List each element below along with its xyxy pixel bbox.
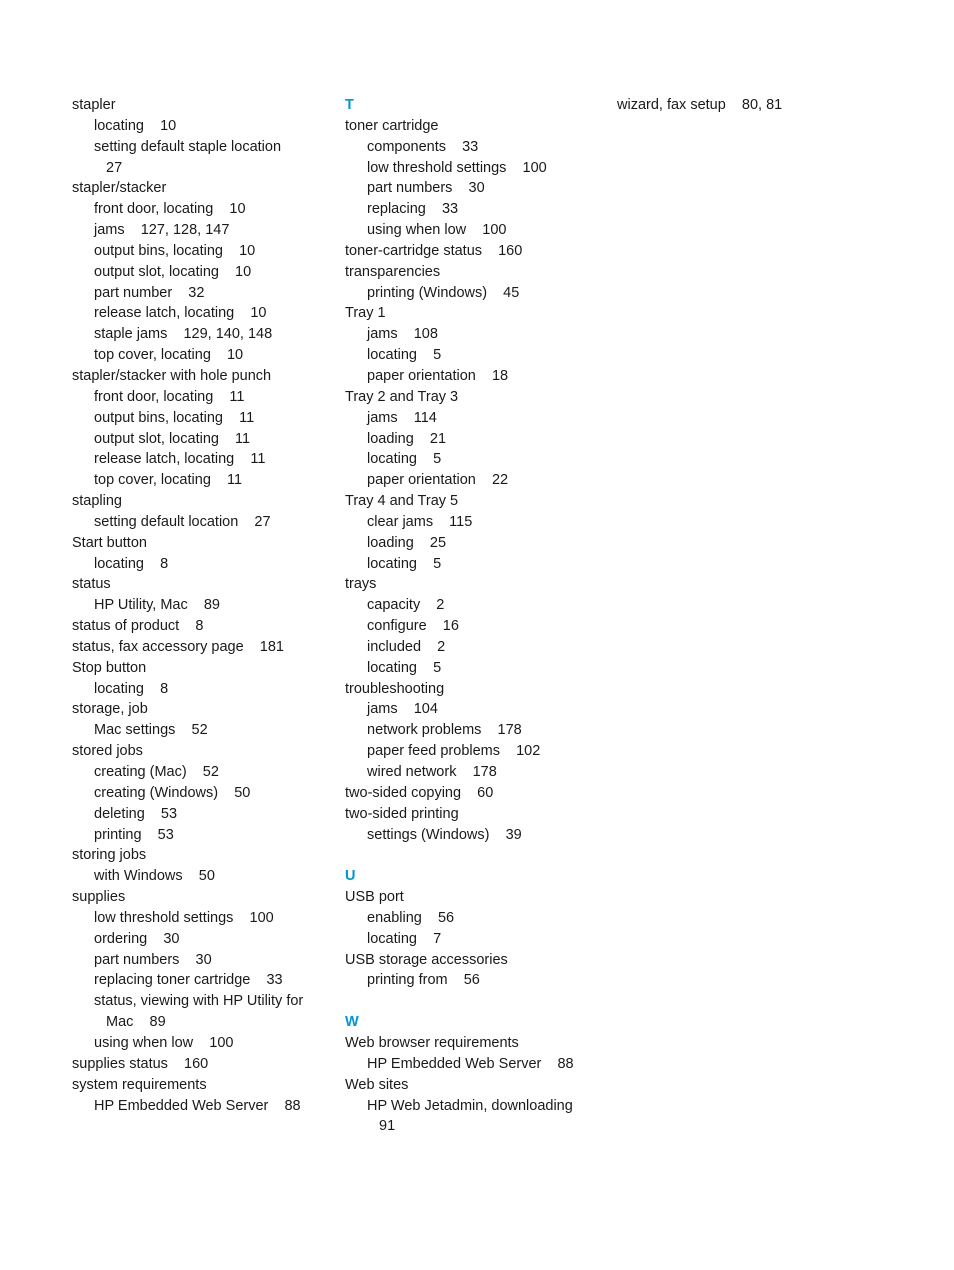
index-entry: stapler/stacker with hole punch: [72, 367, 272, 384]
index-entry: supplies status 160: [72, 1055, 209, 1072]
index-subentry: jams 104: [367, 701, 438, 718]
index-entry: Stop button: [72, 659, 147, 676]
index-subentry: top cover, locating 10: [94, 347, 244, 364]
index-subentry: release latch, locating 10: [94, 305, 267, 322]
index-entry: Web browser requirements: [345, 1034, 519, 1051]
index-subentry: setting default location 27: [94, 513, 271, 530]
index-entry: two-sided printing: [345, 805, 459, 822]
index-subentry: setting default staple location: [94, 138, 282, 155]
index-subentry: creating (Mac) 52: [94, 764, 219, 780]
index-subentry: locating 5: [367, 659, 442, 676]
index-entry: stapler: [72, 97, 116, 113]
index-entry: Tray 4 and Tray 5: [345, 493, 459, 510]
index-continuation: Mac 89: [106, 1014, 166, 1031]
index-subentry: included 2: [367, 638, 446, 655]
index-entry: status of product 8: [72, 618, 204, 635]
index-subentry: output bins, locating 10: [94, 242, 256, 259]
index-subentry: creating (Windows) 50: [94, 784, 251, 801]
index-entry: USB storage accessories: [345, 951, 508, 968]
index-subentry: locating 5: [367, 347, 442, 364]
index-entry: transparencies: [345, 263, 441, 280]
index-subentry: deleting 53: [94, 805, 178, 822]
index-subentry: part number 32: [94, 284, 205, 301]
index-subentry: low threshold settings 100: [94, 909, 274, 926]
index-subentry: clear jams 115: [367, 513, 473, 530]
index-subentry: HP Embedded Web Server 88: [367, 1055, 574, 1072]
index-continuation: 91: [379, 1118, 396, 1135]
index-subentry: output slot, locating 10: [94, 263, 252, 280]
index-subentry: components 33: [367, 138, 479, 155]
index-subentry: output slot, locating 11: [94, 430, 251, 447]
index-subentry: loading 25: [367, 534, 447, 551]
index-column-1: [72, 95, 332, 1116]
section-letter: T: [345, 97, 354, 113]
index-subentry: locating 8: [94, 680, 169, 697]
index-subentry: output bins, locating 11: [94, 409, 255, 426]
index-subentry: wired network 178: [367, 764, 497, 780]
index-subentry: locating 5: [367, 451, 442, 468]
section-gap: [345, 991, 605, 1012]
index-subentry: jams 127, 128, 147: [94, 222, 230, 239]
index-subentry: low threshold settings 100: [367, 159, 547, 176]
index-entry: toner cartridge: [345, 117, 439, 134]
index-subentry: locating 5: [367, 555, 442, 572]
index-subentry: release latch, locating 11: [94, 451, 266, 468]
index-entry: Tray 1: [345, 305, 386, 322]
index-subentry: HP Utility, Mac 89: [94, 597, 220, 614]
index-subentry: paper orientation 22: [367, 472, 509, 489]
index-column-2: [345, 95, 605, 1137]
index-subentry: replacing 33: [367, 201, 459, 218]
index-subentry: using when low 100: [367, 222, 507, 239]
index-entry: Web sites: [345, 1076, 409, 1093]
index-subentry: ordering 30: [94, 930, 180, 947]
section-letter: W: [345, 1014, 359, 1031]
index-subentry: printing (Windows) 45: [367, 284, 520, 301]
index-subentry: loading 21: [367, 430, 447, 447]
index-subentry: capacity 2: [367, 597, 445, 614]
section-letter: U: [345, 868, 356, 885]
index-entry: troubleshooting: [345, 680, 445, 697]
index-subentry: part numbers 30: [94, 951, 212, 968]
index-entry: system requirements: [72, 1076, 207, 1093]
index-entry: stored jobs: [72, 743, 143, 760]
index-subentry: front door, locating 11: [94, 388, 245, 405]
index-subentry: using when low 100: [94, 1034, 234, 1051]
index-subentry: jams 108: [367, 326, 438, 343]
index-continuation: 27: [106, 159, 123, 176]
index-entry: Tray 2 and Tray 3: [345, 388, 459, 405]
section-gap: [345, 845, 605, 866]
index-subentry: settings (Windows) 39: [367, 826, 522, 843]
index-subentry: HP Embedded Web Server 88: [94, 1097, 301, 1114]
index-entry: Start button: [72, 534, 147, 551]
index-entry: USB port: [345, 889, 404, 906]
index-subentry: front door, locating 10: [94, 201, 246, 218]
index-subentry: printing 53: [94, 826, 174, 843]
index-subentry: locating 10: [94, 117, 177, 134]
index-subentry: printing from 56: [367, 972, 480, 989]
index-subentry: with Windows 50: [94, 868, 215, 885]
index-entry: status: [72, 576, 111, 593]
index-subentry: staple jams 129, 140, 148: [94, 326, 273, 343]
index-subentry: jams 114: [367, 409, 437, 426]
index-subentry: paper feed problems 102: [367, 743, 541, 760]
index-entry: trays: [345, 576, 377, 593]
index-entry: wizard, fax setup 80, 81: [617, 97, 783, 113]
index-subentry: enabling 56: [367, 909, 455, 926]
index-subentry: status, viewing with HP Utility for: [94, 993, 304, 1010]
index-subentry: part numbers 30: [367, 180, 485, 197]
index-subentry: locating 8: [94, 555, 169, 572]
index-column-3: [617, 95, 877, 116]
index-entry: stapler/stacker: [72, 180, 167, 197]
index-entry: supplies: [72, 889, 126, 906]
index-subentry: network problems 178: [367, 722, 522, 739]
index-entry: storage, job: [72, 701, 148, 718]
index-subentry: HP Web Jetadmin, downloading: [367, 1097, 573, 1114]
index-subentry: configure 16: [367, 618, 459, 635]
index-subentry: paper orientation 18: [367, 367, 509, 384]
index-subentry: Mac settings 52: [94, 722, 208, 739]
index-entry: toner-cartridge status 160: [345, 242, 523, 259]
index-entry: storing jobs: [72, 847, 147, 864]
index-subentry: replacing toner cartridge 33: [94, 972, 283, 989]
index-entry: stapling: [72, 493, 122, 510]
index-entry: two-sided copying 60: [345, 784, 494, 801]
index-subentry: locating 7: [367, 930, 442, 947]
index-entry: status, fax accessory page 181: [72, 638, 284, 655]
index-subentry: top cover, locating 11: [94, 472, 243, 489]
